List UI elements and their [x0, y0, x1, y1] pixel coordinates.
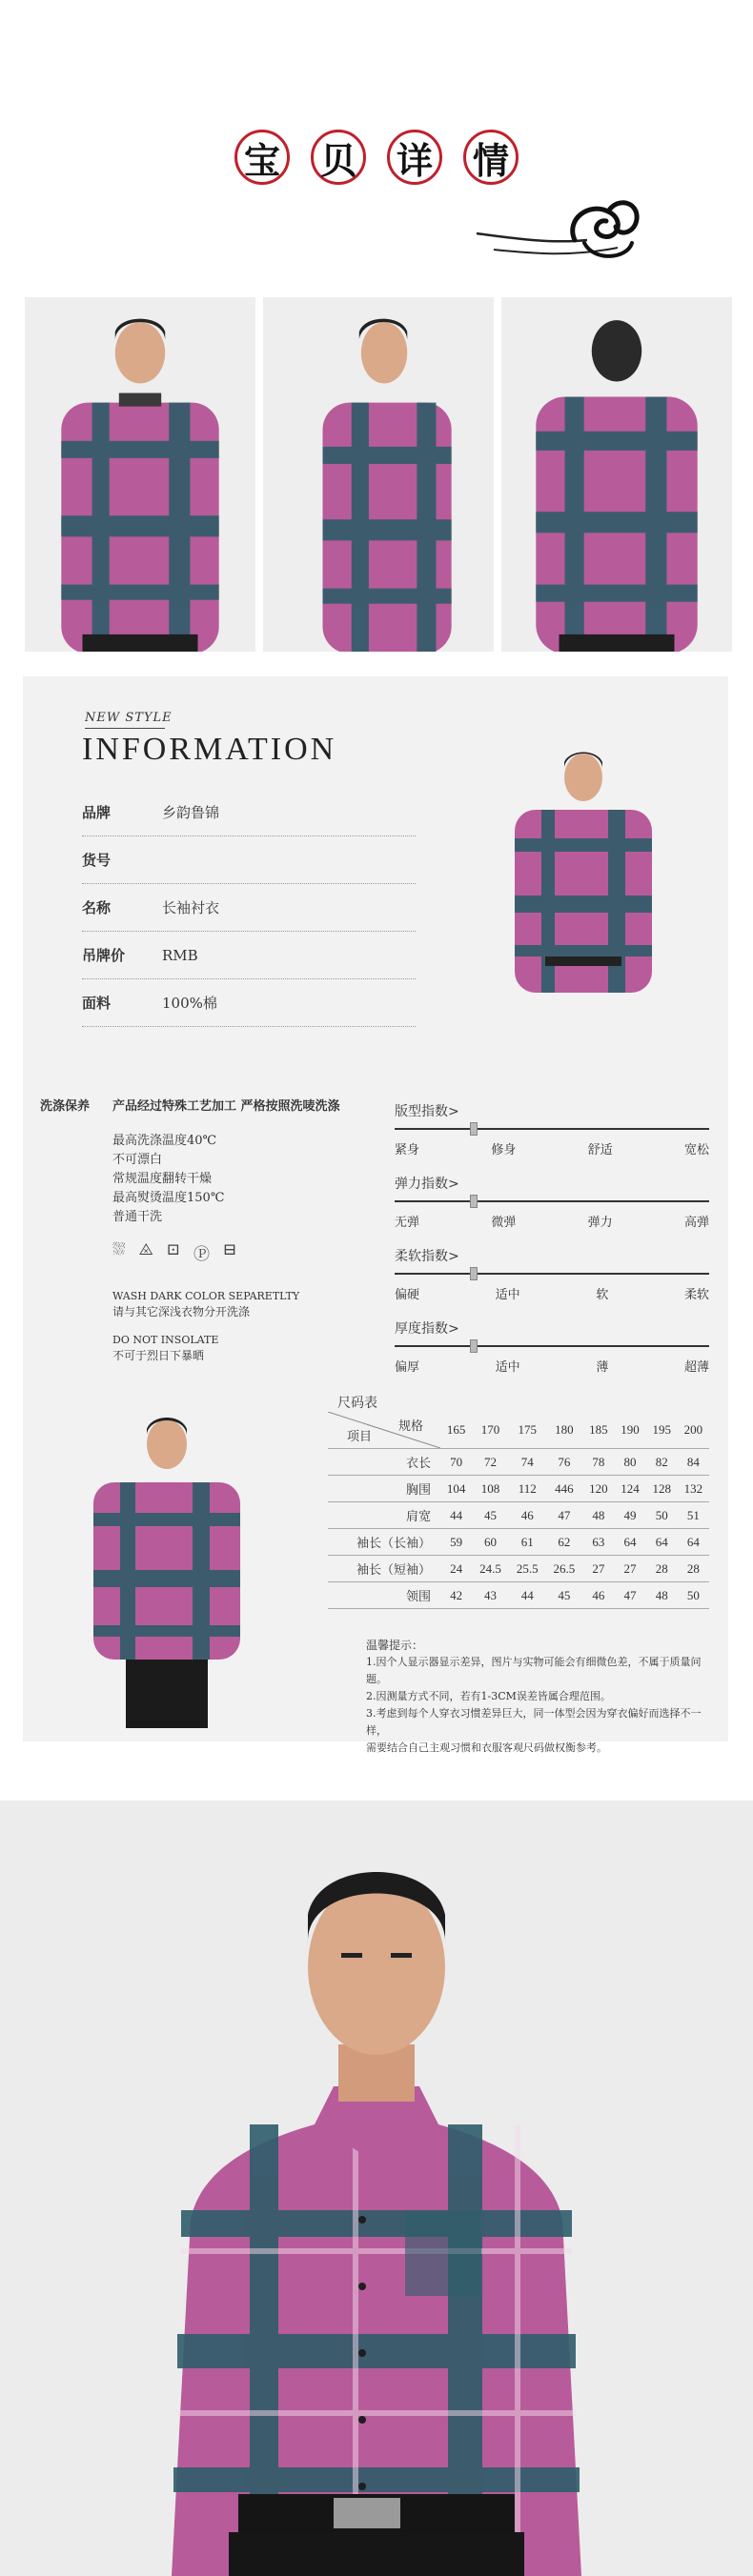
care-icons: [112, 1240, 236, 1264]
cell: 46: [582, 1582, 614, 1609]
row-label: 袖长（长袖）: [328, 1529, 440, 1556]
spec-row: [82, 789, 416, 836]
table-row: [328, 1449, 709, 1476]
wash-40-icon: ⛆: [112, 1240, 126, 1259]
iron-icon: ⊟: [223, 1240, 237, 1259]
notice-line: 3.考虑到每个人穿衣习惯差异巨大，同一体型会因为穿衣偏好而选择不一样，: [366, 1707, 702, 1737]
cell: 61: [509, 1529, 546, 1556]
index-label: 柔软指数>: [395, 1249, 459, 1264]
spec-value: 乡韵鲁锦: [162, 804, 220, 821]
index-marker: [470, 1195, 478, 1208]
index-option: 舒适: [587, 1143, 613, 1157]
spec-key: 名称: [82, 899, 112, 916]
index-option: 超薄: [683, 1360, 709, 1375]
cell: 132: [678, 1476, 709, 1502]
size-header: 180: [546, 1412, 583, 1449]
size-header: 200: [678, 1412, 709, 1449]
cell: 74: [509, 1449, 546, 1476]
cell: 46: [509, 1502, 546, 1529]
spec-key: 面料: [82, 995, 112, 1012]
insolate-note: DO NOT INSOLATE 不可于烈日下暴晒: [112, 1334, 219, 1362]
spec-row: [82, 979, 416, 1027]
cell: 446: [546, 1476, 583, 1502]
cell: 47: [614, 1582, 645, 1609]
table-row: [328, 1476, 709, 1502]
cell: 62: [546, 1529, 583, 1556]
spec-row: [82, 932, 416, 979]
title-char: 情: [463, 130, 519, 185]
index-option: 软: [596, 1288, 609, 1302]
index-option: 适中: [495, 1360, 520, 1375]
index-option: 微弹: [491, 1216, 517, 1230]
cell: 43: [472, 1582, 509, 1609]
cell: 60: [472, 1529, 509, 1556]
spec-value: 100%棉: [162, 995, 217, 1012]
care-line: 不可漂白: [112, 1153, 163, 1167]
cell: 72: [472, 1449, 509, 1476]
index-label: 弹力指数>: [395, 1177, 459, 1192]
tumble-dry-icon: ⊡: [166, 1240, 181, 1259]
cell: 48: [582, 1502, 614, 1529]
model-photo-front: [25, 297, 255, 652]
dry-clean-icon: Ⓟ: [193, 1245, 211, 1264]
cell: 64: [678, 1529, 709, 1556]
care-line: 普通干洗: [112, 1210, 163, 1224]
thickness-index: [395, 1318, 709, 1375]
table-row: [328, 1556, 709, 1582]
cell: 50: [646, 1502, 678, 1529]
model-photo-info: [488, 739, 679, 993]
row-label: 袖长（短袖）: [328, 1556, 440, 1582]
index-label: 版型指数>: [395, 1104, 459, 1119]
cell: 44: [509, 1582, 546, 1609]
size-header: 195: [646, 1412, 678, 1449]
cell: 28: [646, 1556, 678, 1582]
index-option: 薄: [596, 1360, 609, 1375]
model-photo-back: [501, 297, 732, 652]
title-char: 贝: [311, 130, 366, 185]
row-label: 胸围: [328, 1476, 440, 1502]
spec-row: [82, 836, 416, 884]
index-option: 高弹: [683, 1216, 709, 1230]
row-label: 领围: [328, 1582, 440, 1609]
new-style-label: NEW STYLE: [85, 711, 173, 725]
index-option: 偏厚: [395, 1360, 420, 1375]
cell: 25.5: [509, 1556, 546, 1582]
divider: [85, 728, 165, 729]
fit-index: [395, 1101, 709, 1157]
cell: 28: [678, 1556, 709, 1582]
title-char: 详: [387, 130, 442, 185]
header-item: 项目: [347, 1429, 373, 1443]
cell: 63: [582, 1529, 614, 1556]
row-label: 衣长: [328, 1449, 440, 1476]
cloud-ornament-icon: [475, 191, 641, 280]
no-bleach-icon: ⨻: [138, 1240, 153, 1259]
index-option: 偏硬: [395, 1288, 420, 1302]
cell: 128: [646, 1476, 678, 1502]
cell: 48: [646, 1582, 678, 1609]
index-option: 弹力: [587, 1216, 613, 1230]
size-header: 190: [614, 1412, 645, 1449]
cell: 64: [646, 1529, 678, 1556]
index-option: 修身: [491, 1143, 517, 1157]
index-option: 宽松: [683, 1143, 709, 1157]
cell: 27: [614, 1556, 645, 1582]
table-row: [328, 1502, 709, 1529]
care-line: 常规温度翻转干燥: [112, 1172, 213, 1186]
cell: 45: [472, 1502, 509, 1529]
index-marker: [470, 1339, 478, 1353]
spec-value: RMB: [162, 946, 198, 964]
size-table-title: 尺码表: [337, 1396, 377, 1411]
notice-line: 2.因测量方式不同，若有1-3CM误差皆属合理范围。: [366, 1690, 611, 1702]
care-intro: 产品经过特殊工艺加工 严格按照洗唛洗涤: [112, 1099, 340, 1114]
size-header: 170: [472, 1412, 509, 1449]
page-title: [0, 130, 753, 185]
cell: 120: [582, 1476, 614, 1502]
cell: 44: [440, 1502, 472, 1529]
cell: 51: [678, 1502, 709, 1529]
size-header: 165: [440, 1412, 472, 1449]
cell: 59: [440, 1529, 472, 1556]
index-scale: [395, 1273, 709, 1275]
index-option: 无弹: [395, 1216, 420, 1230]
table-row: [328, 1529, 709, 1556]
cell: 26.5: [546, 1556, 583, 1582]
title-char: 宝: [234, 130, 290, 185]
index-option: 柔软: [683, 1288, 709, 1302]
cell: 47: [546, 1502, 583, 1529]
cell: 76: [546, 1449, 583, 1476]
care-label: 洗涤保养: [40, 1099, 91, 1114]
cell: 112: [509, 1476, 546, 1502]
model-photo-large: [0, 1801, 753, 2576]
stretch-index: [395, 1174, 709, 1230]
cell: 24.5: [472, 1556, 509, 1582]
product-info-panel: [23, 676, 728, 1754]
index-scale: [395, 1128, 709, 1130]
spec-row: [82, 884, 416, 932]
cell: 82: [646, 1449, 678, 1476]
spec-key: 货号: [82, 852, 112, 869]
cell: 27: [582, 1556, 614, 1582]
notice-line: 1.因个人显示器显示差异，图片与实物可能会有细微色差，不属于质量问题。: [366, 1656, 702, 1685]
notice-line: 需要结合自己主观习惯和衣服客观尺码做权衡参考。: [366, 1741, 607, 1754]
table-header-corner: [328, 1412, 440, 1449]
cell: 45: [546, 1582, 583, 1609]
cell: 70: [440, 1449, 472, 1476]
cell: 64: [614, 1529, 645, 1556]
cell: 80: [614, 1449, 645, 1476]
notice-box: [366, 1637, 719, 1757]
cell: 24: [440, 1556, 472, 1582]
cell: 108: [472, 1476, 509, 1502]
model-photo-size: [76, 1402, 257, 1728]
cell: 42: [440, 1582, 472, 1609]
index-option: 紧身: [395, 1143, 420, 1157]
model-photo-side: [263, 297, 494, 652]
info-title: INFORMATION: [82, 732, 337, 767]
spec-key: 吊牌价: [82, 947, 126, 964]
cell: 84: [678, 1449, 709, 1476]
cell: 124: [614, 1476, 645, 1502]
index-marker: [470, 1122, 478, 1136]
care-line: 最高熨烫温度150℃: [112, 1191, 225, 1205]
row-label: 肩宽: [328, 1502, 440, 1529]
softness-index: [395, 1246, 709, 1302]
cell: 104: [440, 1476, 472, 1502]
size-header: 185: [582, 1412, 614, 1449]
size-header: 175: [509, 1412, 546, 1449]
cell: 49: [614, 1502, 645, 1529]
table-row: [328, 1582, 709, 1609]
index-marker: [470, 1267, 478, 1280]
cell: 78: [582, 1449, 614, 1476]
care-line: 最高洗涤温度40℃: [112, 1134, 217, 1148]
header-spec: 规格: [397, 1419, 423, 1433]
index-option: 适中: [495, 1288, 520, 1302]
care-instructions: [112, 1132, 224, 1227]
notice-title: 温馨提示：: [366, 1639, 424, 1652]
cell: 50: [678, 1582, 709, 1609]
wash-dark-note: WASH DARK COLOR SEPARETLTY 请与其它深浅衣物分开洗涤: [112, 1290, 300, 1318]
size-table: [328, 1412, 709, 1609]
spec-key: 品牌: [82, 804, 112, 821]
index-scale: [395, 1200, 709, 1202]
index-scale: [395, 1345, 709, 1347]
index-label: 厚度指数>: [395, 1321, 459, 1337]
spec-value: 长袖衬衣: [162, 899, 220, 916]
